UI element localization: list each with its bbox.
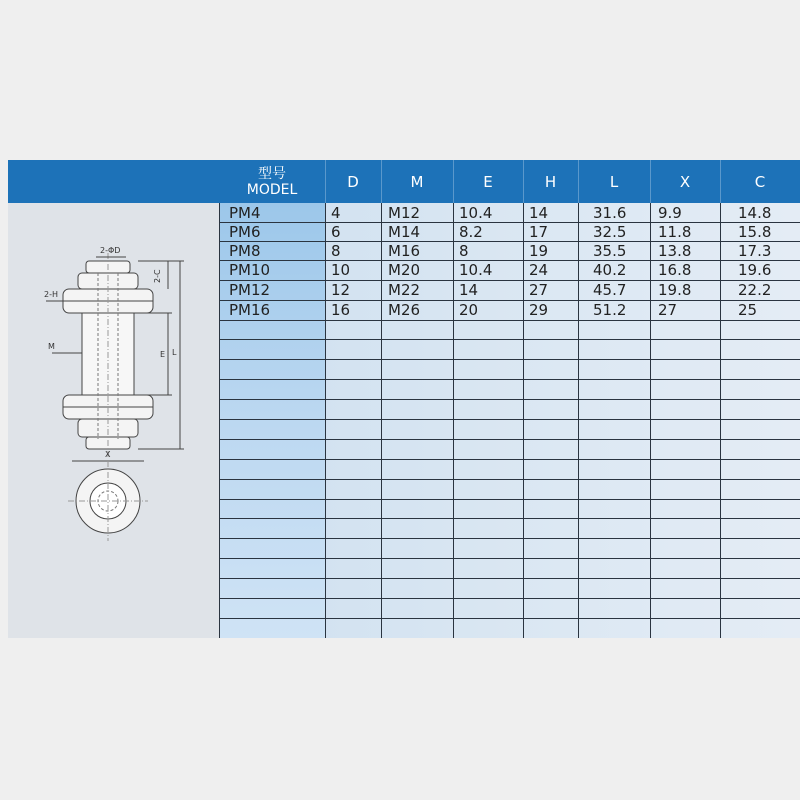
label-m: M [48, 342, 55, 351]
grid-hline [219, 598, 800, 599]
cell-l: 45.7 [593, 281, 627, 299]
header-e: E [483, 172, 493, 191]
cell-e: 14 [459, 281, 479, 299]
cell-x: 13.8 [658, 242, 692, 260]
cell-e: 8.2 [459, 223, 483, 241]
grid-vline [523, 203, 524, 638]
header-divider [523, 160, 524, 203]
cell-d: 8 [331, 242, 341, 260]
cell-l: 51.2 [593, 301, 627, 319]
header-divider [720, 160, 721, 203]
cell-m: M16 [388, 242, 421, 260]
cell-h: 17 [529, 223, 549, 241]
cell-c: 22.2 [738, 281, 772, 299]
cell-l: 35.5 [593, 242, 627, 260]
header-m: M [410, 172, 424, 191]
cell-h: 14 [529, 204, 549, 222]
cell-model: PM4 [229, 204, 261, 222]
cell-h: 29 [529, 301, 549, 319]
label-diameter: 2-ΦD [100, 246, 121, 255]
grid-hline [219, 320, 800, 321]
cell-m: M26 [388, 301, 421, 319]
cell-c: 15.8 [738, 223, 772, 241]
label-e: E [160, 350, 166, 359]
grid-vline [650, 203, 651, 638]
cell-x: 11.8 [658, 223, 692, 241]
label-c: 2-C [153, 269, 162, 283]
cell-c: 17.3 [738, 242, 772, 260]
cell-c: 14.8 [738, 204, 772, 222]
grid-hline [219, 222, 800, 223]
grid-hline [219, 280, 800, 281]
header-model [219, 160, 325, 203]
grid-vline [325, 203, 326, 638]
label-h: 2-H [44, 290, 58, 299]
header-c: C [754, 172, 766, 191]
grid-hline [219, 339, 800, 340]
cell-h: 19 [529, 242, 549, 260]
cell-e: 8 [459, 242, 469, 260]
cell-m: M20 [388, 261, 421, 279]
grid-hline [219, 359, 800, 360]
cell-x: 27 [658, 301, 678, 319]
table-header [8, 160, 800, 203]
header-h: H [544, 172, 557, 191]
grid-vline [381, 203, 382, 638]
cell-d: 4 [331, 204, 341, 222]
grid-hline [219, 618, 800, 619]
cell-model: PM12 [229, 281, 271, 299]
cell-model: PM8 [229, 242, 261, 260]
cell-d: 10 [331, 261, 351, 279]
grid-hline [219, 439, 800, 440]
spec-panel [8, 160, 800, 638]
grid-hline [219, 260, 800, 261]
header-model-cn: 型号 [258, 165, 286, 182]
header-l: L [609, 172, 619, 191]
grid-hline [219, 499, 800, 500]
grid-hline [219, 558, 800, 559]
grid-hline [219, 419, 800, 420]
cell-d: 6 [331, 223, 341, 241]
cell-x: 19.8 [658, 281, 692, 299]
header-divider [453, 160, 454, 203]
fitting-drawing [8, 203, 219, 638]
cell-l: 31.6 [593, 204, 627, 222]
cell-model: PM10 [229, 261, 271, 279]
cell-m: M22 [388, 281, 421, 299]
header-d: D [347, 172, 359, 191]
grid-hline [219, 241, 800, 242]
header-divider [381, 160, 382, 203]
header-divider [578, 160, 579, 203]
cell-e: 10.4 [459, 204, 493, 222]
cell-e: 10.4 [459, 261, 493, 279]
cell-model: PM6 [229, 223, 261, 241]
cell-x: 16.8 [658, 261, 692, 279]
header-x: X [679, 172, 691, 191]
cell-m: M12 [388, 204, 421, 222]
grid-hline [219, 578, 800, 579]
header-divider [650, 160, 651, 203]
grid-vline [720, 203, 721, 638]
label-x: X [105, 450, 111, 459]
label-l: L [172, 348, 177, 357]
cell-h: 24 [529, 261, 549, 279]
grid-hline [219, 459, 800, 460]
header-divider [325, 160, 326, 203]
grid-hline [219, 379, 800, 380]
header-model-en: MODEL [246, 181, 298, 198]
grid-hline [219, 479, 800, 480]
grid-hline [219, 399, 800, 400]
cell-l: 40.2 [593, 261, 627, 279]
cell-c: 25 [738, 301, 758, 319]
grid-hline [219, 538, 800, 539]
cell-x: 9.9 [658, 204, 682, 222]
grid-hline [219, 518, 800, 519]
cell-m: M14 [388, 223, 421, 241]
cell-c: 19.6 [738, 261, 772, 279]
grid-vline [219, 203, 220, 638]
grid-vline [453, 203, 454, 638]
cell-d: 12 [331, 281, 351, 299]
cell-e: 20 [459, 301, 479, 319]
cell-d: 16 [331, 301, 351, 319]
grid-hline [219, 300, 800, 301]
cell-l: 32.5 [593, 223, 627, 241]
grid-vline [578, 203, 579, 638]
cell-model: PM16 [229, 301, 271, 319]
cell-h: 27 [529, 281, 549, 299]
